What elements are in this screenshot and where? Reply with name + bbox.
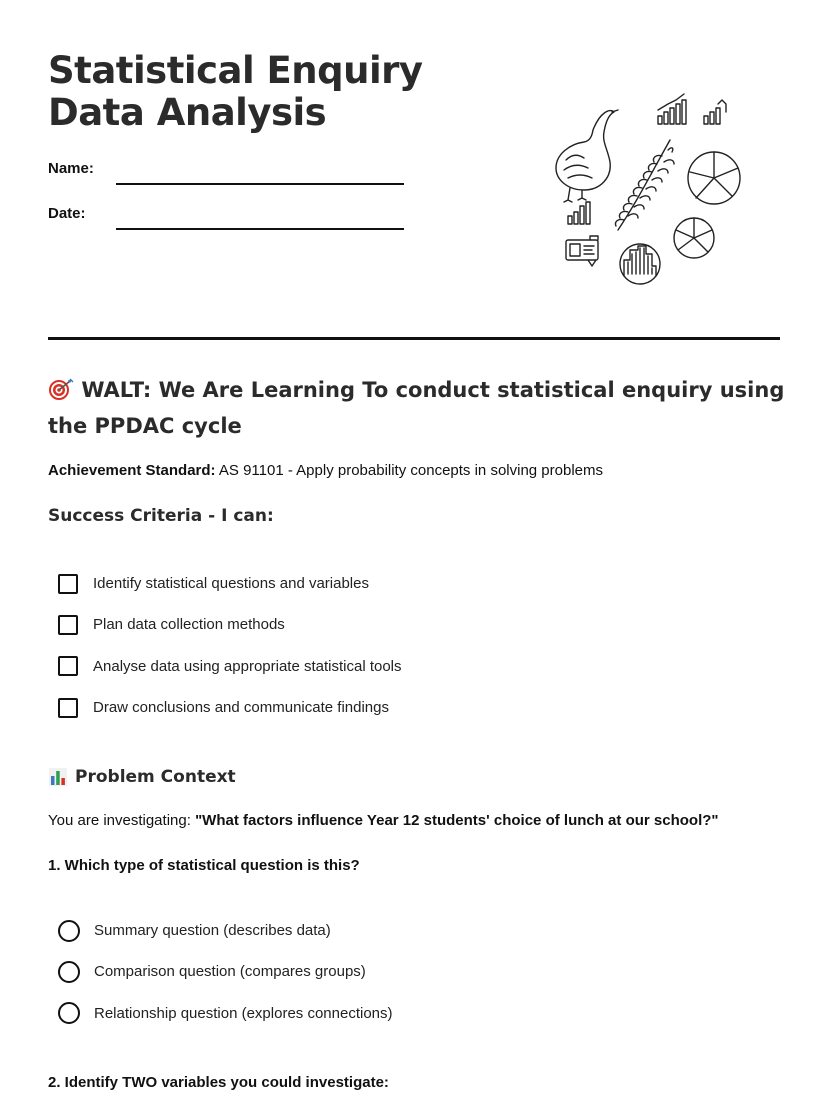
date-label: Date:: [48, 205, 86, 222]
criteria-checkbox[interactable]: [58, 698, 78, 718]
target-icon: [48, 378, 74, 400]
page-title: Statistical Enquiry Data Analysis: [48, 49, 423, 134]
date-input-line[interactable]: [116, 228, 404, 230]
statistics-illustration: [548, 90, 748, 290]
criteria-checkbox[interactable]: [58, 615, 78, 635]
walt-text: WALT: We Are Learning To conduct statistical enquiry using the PPDAC cycle: [48, 378, 785, 438]
radio-option: [58, 993, 393, 1034]
walt-heading: [48, 372, 788, 444]
question-1: 1. Which type of statistical question is this?: [48, 857, 360, 874]
problem-context-heading: [48, 767, 236, 787]
question-2: 2. Identify TWO variables you could investigate:: [48, 1074, 389, 1091]
name-input-line[interactable]: [116, 183, 404, 185]
achievement-standard-value: AS 91101 - Apply probability concepts in solving problems: [218, 462, 603, 479]
criteria-checkbox[interactable]: [58, 574, 78, 594]
criteria-label: Draw conclusions and communicate findings: [93, 699, 389, 717]
success-criteria-item: [58, 563, 402, 604]
radio-button[interactable]: [58, 961, 80, 983]
name-label: Name:: [48, 160, 94, 177]
bar-chart-sketch-icon: [568, 94, 726, 224]
fern-illustration-icon: [615, 140, 674, 230]
success-criteria-heading: Success Criteria - I can:: [48, 506, 274, 526]
criteria-label: Plan data collection methods: [93, 616, 285, 634]
radio-option: [58, 910, 393, 951]
context-intro: You are investigating:: [48, 812, 191, 829]
criteria-label: Analyse data using appropriate statistical tools: [93, 657, 402, 675]
pie-chart-sketch-icon: [674, 152, 740, 258]
radio-label: Summary question (describes data): [94, 922, 331, 940]
radio-option: [58, 951, 393, 992]
radio-button[interactable]: [58, 920, 80, 942]
name-field-row: [48, 160, 404, 177]
problem-context-title: Problem Context: [75, 767, 236, 787]
radio-label: Comparison question (compares groups): [94, 963, 366, 981]
context-question: "What factors influence Year 12 students' choice of lunch at our school?": [195, 812, 719, 829]
success-criteria-item: [58, 687, 402, 728]
success-criteria-item: [58, 646, 402, 687]
success-criteria-list: [58, 563, 402, 728]
tablet-sketch-icon: [566, 236, 598, 266]
section-divider: [48, 337, 780, 340]
date-field-row: [48, 205, 404, 222]
criteria-checkbox[interactable]: [58, 656, 78, 676]
achievement-standard-label: Achievement Standard:: [48, 462, 216, 479]
bar-chart-icon: [48, 767, 68, 787]
radio-label: Relationship question (explores connections): [94, 1004, 393, 1022]
histogram-sketch-icon: [620, 244, 660, 284]
achievement-standard: [48, 462, 603, 479]
question-1-options: [58, 910, 393, 1034]
criteria-label: Identify statistical questions and variables: [93, 575, 369, 593]
success-criteria-item: [58, 604, 402, 645]
bird-illustration-icon: [556, 110, 618, 202]
problem-context-text: [48, 812, 719, 829]
radio-button[interactable]: [58, 1002, 80, 1024]
